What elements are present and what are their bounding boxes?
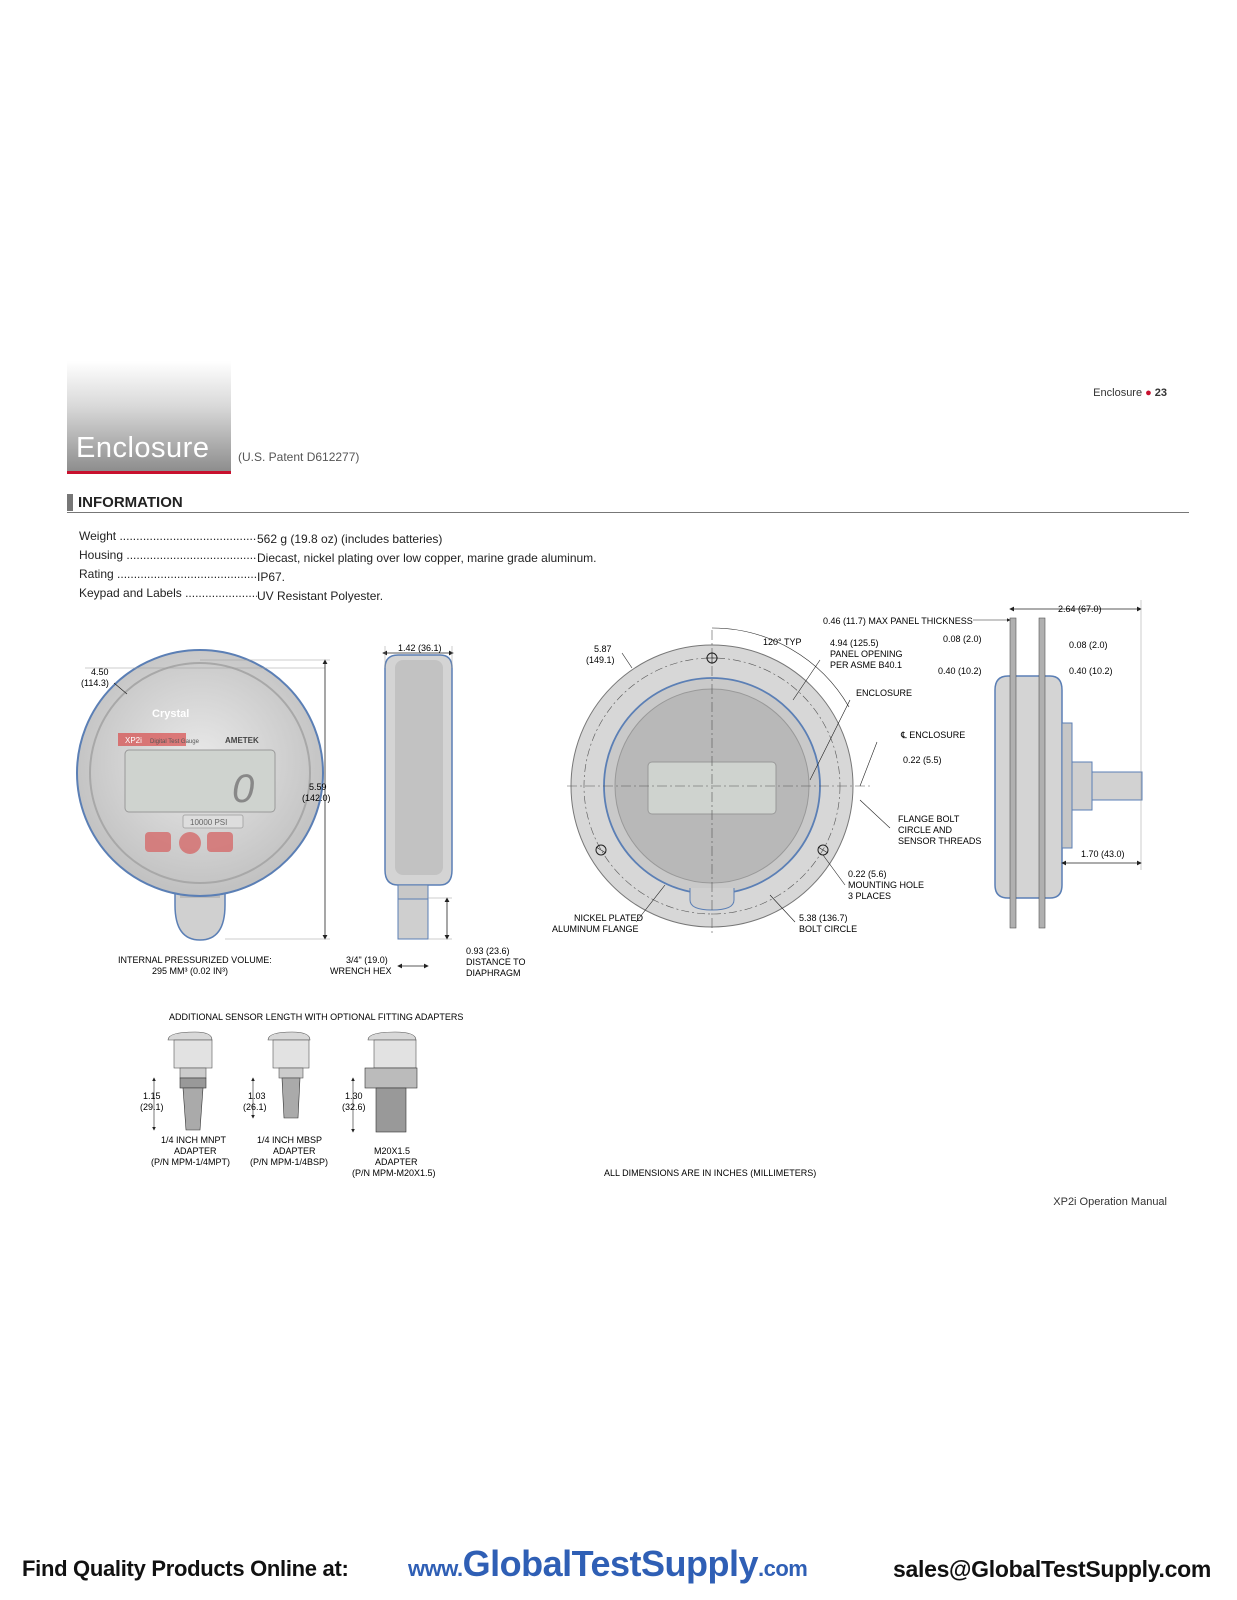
adapter-mbsp-label-3: (P/N MPM-1/4BSP) — [250, 1157, 329, 1167]
mounting-hole-dim: 0.22 (5.6) — [848, 869, 887, 879]
section-marker — [67, 494, 73, 511]
hex-label: WRENCH HEX — [330, 966, 392, 976]
overall-length: 2.64 (67.0) — [1058, 604, 1102, 614]
adapter-m20-label-1: M20X1.5 — [374, 1146, 411, 1156]
adapter-mbsp-label-1: 1/4 INCH MBSP — [257, 1135, 323, 1145]
adapter-m20-label-2: ADAPTER — [375, 1157, 418, 1167]
spec-value: Diecast, nickel plating over low copper, marine grade aluminum. — [257, 551, 597, 565]
panel-opening-dim: 4.94 (125.5) — [830, 638, 879, 648]
front-height-in: 5.59 — [309, 782, 327, 792]
spec-label: Rating ..... — [79, 567, 257, 581]
centerline-label: ℄ ENCLOSURE — [901, 730, 966, 740]
side-depth: 1.42 (36.1) — [398, 643, 442, 653]
adapter-m20-in: 1.30 — [345, 1091, 363, 1101]
panel-offset-1: 0.40 (10.2) — [938, 666, 982, 676]
bolt-circle-label: BOLT CIRCLE — [799, 924, 858, 934]
running-header — [1093, 387, 1167, 399]
patent-note: (U.S. Patent D612277) — [238, 450, 360, 464]
section-rule — [67, 512, 1189, 513]
spec-row — [79, 529, 442, 546]
nickel-label-1: NICKEL PLATED — [574, 913, 644, 923]
flange-view — [567, 628, 890, 935]
spec-label: Housing ..... — [79, 548, 257, 562]
flange-angle: 120° TYP — [763, 637, 802, 647]
footer-email[interactable]: sales@GlobalTestSupply.com — [893, 1556, 1211, 1582]
adapter-mbsp-in: 1.03 — [248, 1091, 266, 1101]
adapter-mnpt — [154, 1032, 212, 1130]
maker-label: AMETEK — [225, 736, 259, 745]
spec-label: Keypad and Labels ..... — [79, 586, 257, 600]
lcd-reading: 0 — [232, 767, 255, 811]
panel-side-view — [973, 600, 1142, 928]
running-header-section: Enclosure — [1093, 387, 1143, 399]
model-sub-label: Digital Test Gauge — [150, 739, 199, 745]
max-panel-label: 0.46 (11.7) MAX PANEL THICKNESS — [823, 616, 973, 626]
spec-value: IP67. — [257, 570, 286, 584]
spec-value: 562 g (19.8 oz) (includes batteries) — [257, 532, 443, 546]
spec-row — [79, 567, 285, 584]
bolt-circle-dim: 5.38 (136.7) — [799, 913, 848, 923]
stem-length: 1.70 (43.0) — [1081, 849, 1125, 859]
spec-label: Weight ..... — [79, 529, 257, 543]
units-note: ALL DIMENSIONS ARE IN INCHES (MILLIMETERS) — [604, 1168, 817, 1178]
adapter-mbsp-label-2: ADAPTER — [273, 1146, 316, 1156]
adapter-mnpt-label-2: ADAPTER — [174, 1146, 217, 1156]
footer-url-tld: .com — [758, 1556, 808, 1581]
footer-url-main: GlobalTestSupply — [462, 1543, 759, 1584]
model-label: XP2i — [125, 736, 142, 745]
panel-opening-label-2: PER ASME B40.1 — [830, 660, 903, 670]
bolt-label-3: SENSOR THREADS — [898, 836, 982, 846]
footer-url[interactable] — [408, 1543, 807, 1585]
nickel-label-2: ALUMINUM FLANGE — [552, 924, 639, 934]
bullet-icon: ● — [1145, 387, 1152, 399]
panel-thickness-1: 0.08 (2.0) — [943, 634, 982, 644]
dimension-drawing — [0, 595, 1237, 1185]
adapter-m20-label-3: (P/N MPM-M20X1.5) — [352, 1168, 436, 1178]
volume-value: 295 MM³ (0.02 IN³) — [152, 966, 229, 976]
adapter-mnpt-label-1: 1/4 INCH MNPT — [161, 1135, 227, 1145]
range-label: 10000 PSI — [190, 818, 228, 827]
mounting-hole-label-2: 3 PLACES — [848, 891, 892, 901]
diaphragm-label-2: DIAPHRAGM — [466, 968, 521, 978]
adapter-mnpt-label-3: (P/N MPM-1/4MPT) — [151, 1157, 231, 1167]
spec-value: UV Resistant Polyester. — [257, 589, 384, 603]
footer-tagline: Find Quality Products Online at: — [22, 1556, 349, 1581]
bolt-label-2: CIRCLE AND — [898, 825, 953, 835]
mounting-hole-label-1: MOUNTING HOLE — [848, 880, 925, 890]
front-width-mm: (114.3) — [81, 678, 109, 688]
front-height-mm: (142.0) — [302, 793, 331, 803]
adapter-m20 — [353, 1032, 417, 1132]
side-view — [383, 646, 453, 966]
enclosure-label: ENCLOSURE — [856, 688, 913, 698]
section-heading: INFORMATION — [78, 494, 183, 511]
page-title: Enclosure — [76, 432, 210, 464]
panel-offset-2: 0.40 (10.2) — [1069, 666, 1113, 676]
front-width-in: 4.50 — [91, 667, 109, 677]
manual-name: XP2i Operation Manual — [1053, 1196, 1167, 1208]
centerline-offset: 0.22 (5.5) — [903, 755, 942, 765]
flange-od-mm: (149.1) — [586, 655, 615, 665]
adapter-mnpt-mm: (29.1) — [140, 1102, 164, 1112]
title-accent-bar — [67, 471, 231, 474]
panel-opening-label-1: PANEL OPENING — [830, 649, 903, 659]
brand-label: Crystal — [152, 708, 190, 720]
adapter-mbsp-mm: (26.1) — [243, 1102, 267, 1112]
diaphragm-dim: 0.93 (23.6) — [466, 946, 510, 956]
panel-thickness-2: 0.08 (2.0) — [1069, 640, 1108, 650]
hex-dim: 3/4" (19.0) — [346, 955, 388, 965]
front-view — [77, 650, 330, 940]
adapters-heading: ADDITIONAL SENSOR LENGTH WITH OPTIONAL FITTING ADAPTERS — [169, 1012, 464, 1022]
flange-od-in: 5.87 — [594, 644, 612, 654]
volume-label: INTERNAL PRESSURIZED VOLUME: — [118, 955, 272, 965]
adapter-m20-mm: (32.6) — [342, 1102, 366, 1112]
page-number: 23 — [1154, 387, 1167, 399]
spec-row — [79, 548, 597, 565]
diaphragm-label-1: DISTANCE TO — [466, 957, 526, 967]
bolt-label-1: FLANGE BOLT — [898, 814, 960, 824]
adapter-mnpt-in: 1.15 — [143, 1091, 161, 1101]
footer-url-www: www. — [408, 1556, 463, 1581]
